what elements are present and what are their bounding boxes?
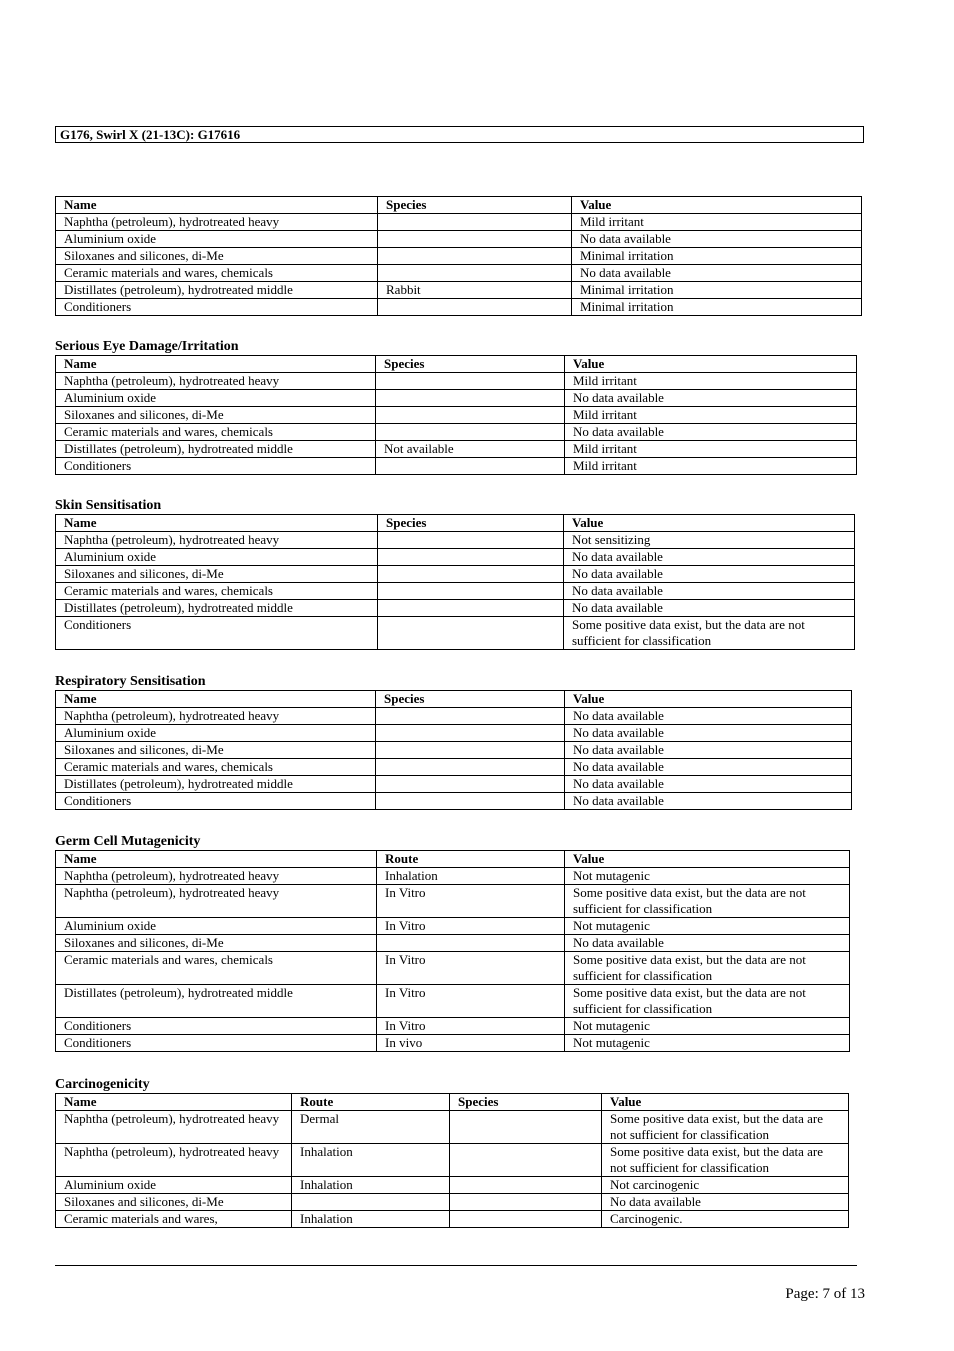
table-cell: Some positive data exist, but the data are not sufficient for classification	[564, 617, 855, 650]
table-row	[56, 935, 850, 952]
table-cell: Mild irritant	[565, 458, 857, 475]
table-cell: No data available	[565, 708, 852, 725]
column-header: Value	[564, 515, 855, 532]
table-row	[56, 1018, 850, 1035]
table-row	[56, 566, 855, 583]
column-header: Name	[56, 515, 378, 532]
table-cell: No data available	[565, 390, 857, 407]
footer-divider	[55, 1265, 857, 1266]
table-cell	[376, 458, 565, 475]
table-row	[56, 885, 850, 918]
table-cell: In Vitro	[377, 952, 565, 985]
column-header: Value	[602, 1094, 849, 1111]
table-cell	[376, 424, 565, 441]
skin-sensitisation-section	[55, 497, 855, 650]
table-cell: Naphtha (petroleum), hydrotreated heavy	[56, 885, 377, 918]
section-title: Serious Eye Damage/Irritation	[55, 339, 239, 354]
table-cell: Conditioners	[56, 1018, 377, 1035]
table-cell	[450, 1177, 602, 1194]
table-row	[56, 583, 855, 600]
table-cell: Ceramic materials and wares, chemicals	[56, 583, 378, 600]
section-title: Germ Cell Mutagenicity	[55, 834, 201, 849]
table-cell: No data available	[565, 742, 852, 759]
table-row	[56, 458, 857, 475]
table-cell: Minimal irritation	[572, 282, 862, 299]
table-cell: No data available	[564, 583, 855, 600]
column-header: Species	[376, 691, 565, 708]
column-header: Name	[56, 691, 376, 708]
table-cell: In Vitro	[377, 885, 565, 918]
table-cell: No data available	[565, 424, 857, 441]
table-row	[56, 793, 852, 810]
table-cell: Aluminium oxide	[56, 231, 378, 248]
table-cell: Naphtha (petroleum), hydrotreated heavy	[56, 1111, 292, 1144]
table-cell: Inhalation	[377, 868, 565, 885]
table-cell: No data available	[572, 231, 862, 248]
table-cell: Some positive data exist, but the data are not sufficient for classification	[602, 1111, 849, 1144]
table-cell: Mild irritant	[572, 214, 862, 231]
table-row	[56, 265, 862, 282]
table-cell: Siloxanes and silicones, di-Me	[56, 407, 376, 424]
germ-cell-section	[55, 833, 850, 1052]
table-cell: Siloxanes and silicones, di-Me	[56, 248, 378, 265]
table-cell	[378, 566, 564, 583]
table-row	[56, 299, 862, 316]
table-cell: Naphtha (petroleum), hydrotreated heavy	[56, 1144, 292, 1177]
column-header: Species	[378, 197, 572, 214]
table-row	[56, 868, 850, 885]
table-cell: Aluminium oxide	[56, 549, 378, 566]
table-row	[56, 390, 857, 407]
table-cell	[376, 407, 565, 424]
column-header: Value	[572, 197, 862, 214]
document-header: G176, Swirl X (21-13C): G17616	[55, 126, 864, 143]
table-cell	[450, 1211, 602, 1228]
column-header: Name	[56, 851, 377, 868]
table-row	[56, 708, 852, 725]
table-cell	[378, 549, 564, 566]
table-cell: Siloxanes and silicones, di-Me	[56, 935, 377, 952]
table-cell: No data available	[565, 776, 852, 793]
table-row	[56, 1035, 850, 1052]
table-cell: Ceramic materials and wares, chemicals	[56, 265, 378, 282]
table-cell: No data available	[564, 566, 855, 583]
table-cell: Rabbit	[378, 282, 572, 299]
table-cell: Not mutagenic	[565, 1018, 850, 1035]
table-cell: Conditioners	[56, 617, 378, 650]
table-row	[56, 1111, 849, 1144]
table-cell: Distillates (petroleum), hydrotreated middle	[56, 600, 378, 617]
table-cell	[377, 935, 565, 952]
table-row	[56, 282, 862, 299]
table-row	[56, 759, 852, 776]
table-cell	[376, 390, 565, 407]
table-cell: Minimal irritation	[572, 299, 862, 316]
table-cell	[378, 617, 564, 650]
column-header: Species	[378, 515, 564, 532]
table-cell: No data available	[565, 759, 852, 776]
table-header-row	[56, 197, 862, 214]
table-row	[56, 424, 857, 441]
table-row	[56, 1144, 849, 1177]
table-cell: Siloxanes and silicones, di-Me	[56, 1194, 292, 1211]
table-cell: Some positive data exist, but the data are not sufficient for classification	[602, 1144, 849, 1177]
respiratory-sensitisation-table	[55, 690, 852, 810]
table-cell: Inhalation	[292, 1144, 450, 1177]
table-row	[56, 600, 855, 617]
table-row	[56, 373, 857, 390]
table-cell	[378, 214, 572, 231]
column-header: Name	[56, 197, 378, 214]
table-cell: No data available	[565, 725, 852, 742]
table-row	[56, 214, 862, 231]
eye-damage-table	[55, 355, 857, 475]
table-row	[56, 1211, 849, 1228]
table-cell: Aluminium oxide	[56, 390, 376, 407]
table-header-row	[56, 691, 852, 708]
table-cell: Conditioners	[56, 793, 376, 810]
table-row	[56, 248, 862, 265]
table-cell	[378, 231, 572, 248]
table-cell: Not mutagenic	[565, 868, 850, 885]
table-cell: Some positive data exist, but the data are not sufficient for classification	[565, 952, 850, 985]
table-cell	[378, 248, 572, 265]
table-row	[56, 441, 857, 458]
table-cell	[292, 1194, 450, 1211]
table-cell: Not sensitizing	[564, 532, 855, 549]
column-header: Species	[376, 356, 565, 373]
table-cell: No data available	[565, 793, 852, 810]
table-cell	[378, 600, 564, 617]
column-header: Route	[377, 851, 565, 868]
column-header: Name	[56, 1094, 292, 1111]
table-cell: No data available	[564, 549, 855, 566]
table-cell: Not carcinogenic	[602, 1177, 849, 1194]
table-cell: In Vitro	[377, 1018, 565, 1035]
table-cell: Distillates (petroleum), hydrotreated middle	[56, 985, 377, 1018]
table-cell: No data available	[564, 600, 855, 617]
table-cell: Aluminium oxide	[56, 1177, 292, 1194]
table-cell: Ceramic materials and wares,	[56, 1211, 292, 1228]
table-cell: Aluminium oxide	[56, 725, 376, 742]
table-cell: Naphtha (petroleum), hydrotreated heavy	[56, 708, 376, 725]
table-cell: Not mutagenic	[565, 918, 850, 935]
table-cell: Inhalation	[292, 1211, 450, 1228]
table-cell: Ceramic materials and wares, chemicals	[56, 424, 376, 441]
table-row	[56, 725, 852, 742]
table-cell: Conditioners	[56, 1035, 377, 1052]
table-header-row	[56, 515, 855, 532]
page-number: Page: 7 of 13	[785, 1286, 865, 1302]
column-header: Species	[450, 1094, 602, 1111]
table-cell: Mild irritant	[565, 441, 857, 458]
table-cell: Not available	[376, 441, 565, 458]
table-cell	[376, 725, 565, 742]
table-cell	[378, 299, 572, 316]
table-row	[56, 1177, 849, 1194]
table-row	[56, 549, 855, 566]
table-cell: Siloxanes and silicones, di-Me	[56, 566, 378, 583]
column-header: Name	[56, 356, 376, 373]
table-cell	[376, 708, 565, 725]
section-title: Skin Sensitisation	[55, 498, 162, 513]
table-cell: No data available	[565, 935, 850, 952]
table-cell	[450, 1144, 602, 1177]
carcinogenicity-table	[55, 1093, 849, 1228]
table-cell: Inhalation	[292, 1177, 450, 1194]
table-row	[56, 407, 857, 424]
section-title: Carcinogenicity	[55, 1077, 150, 1092]
table-cell	[376, 742, 565, 759]
respiratory-sensitisation-section	[55, 673, 852, 810]
table-cell: Naphtha (petroleum), hydrotreated heavy	[56, 868, 377, 885]
table-cell	[376, 373, 565, 390]
table-cell	[378, 265, 572, 282]
table-cell: Naphtha (petroleum), hydrotreated heavy	[56, 532, 378, 549]
table-cell: Distillates (petroleum), hydrotreated middle	[56, 282, 378, 299]
table-cell: Distillates (petroleum), hydrotreated middle	[56, 441, 376, 458]
table-cell: Minimal irritation	[572, 248, 862, 265]
table-header-row	[56, 356, 857, 373]
table-cell	[450, 1111, 602, 1144]
table-cell: Some positive data exist, but the data are not sufficient for classification	[565, 985, 850, 1018]
column-header: Route	[292, 1094, 450, 1111]
skin-irritation-table	[55, 196, 862, 316]
table-cell: Naphtha (petroleum), hydrotreated heavy	[56, 214, 378, 231]
table-cell: Conditioners	[56, 299, 378, 316]
table-row	[56, 776, 852, 793]
table-cell: In vivo	[377, 1035, 565, 1052]
table-cell: Ceramic materials and wares, chemicals	[56, 952, 377, 985]
table-row	[56, 617, 855, 650]
table-cell: Dermal	[292, 1111, 450, 1144]
table-cell	[378, 532, 564, 549]
table-row	[56, 231, 862, 248]
table-cell: In Vitro	[377, 918, 565, 935]
table-cell: Naphtha (petroleum), hydrotreated heavy	[56, 373, 376, 390]
table-cell: Distillates (petroleum), hydrotreated middle	[56, 776, 376, 793]
table-cell: In Vitro	[377, 985, 565, 1018]
table-cell: Aluminium oxide	[56, 918, 377, 935]
table-row	[56, 918, 850, 935]
table-cell	[376, 759, 565, 776]
table-row	[56, 952, 850, 985]
germ-cell-table	[55, 850, 850, 1052]
table-row	[56, 532, 855, 549]
skin-sensitisation-table	[55, 514, 855, 650]
eye-damage-section	[55, 338, 857, 475]
skin-irritation-section	[55, 196, 862, 316]
table-cell: Not mutagenic	[565, 1035, 850, 1052]
table-cell: Mild irritant	[565, 373, 857, 390]
table-cell	[378, 583, 564, 600]
table-header-row	[56, 1094, 849, 1111]
table-row	[56, 742, 852, 759]
table-cell	[450, 1194, 602, 1211]
table-cell: No data available	[572, 265, 862, 282]
table-cell: Some positive data exist, but the data are not sufficient for classification	[565, 885, 850, 918]
table-row	[56, 985, 850, 1018]
column-header: Value	[565, 851, 850, 868]
table-cell: Ceramic materials and wares, chemicals	[56, 759, 376, 776]
column-header: Value	[565, 691, 852, 708]
section-title: Respiratory Sensitisation	[55, 674, 206, 689]
table-cell: Conditioners	[56, 458, 376, 475]
table-cell	[376, 793, 565, 810]
table-cell: Carcinogenic.	[602, 1211, 849, 1228]
table-header-row	[56, 851, 850, 868]
column-header: Value	[565, 356, 857, 373]
table-cell: Mild irritant	[565, 407, 857, 424]
table-row	[56, 1194, 849, 1211]
table-cell	[376, 776, 565, 793]
table-cell: No data available	[602, 1194, 849, 1211]
table-cell: Siloxanes and silicones, di-Me	[56, 742, 376, 759]
carcinogenicity-section	[55, 1076, 849, 1228]
